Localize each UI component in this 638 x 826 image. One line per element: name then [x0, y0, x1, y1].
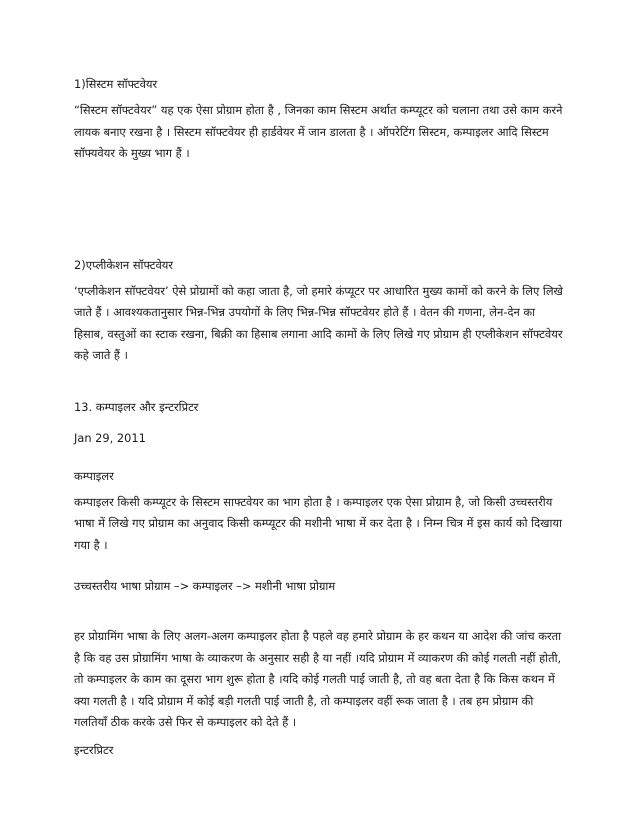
section-heading-system-software: 1)सिस्टम सॉफ्टवेयर — [74, 77, 158, 91]
paragraph-application-software: ‘एप्लीकेशन सॉफ्टवेयर’ ऐसे प्रोग्रामों को कहा जाता है, जो हमारे कंप्यूटर पर आधारित मुख्य कामों को करने के लिए लिखे जाते हैं । आवश्यकतानुसार भिन्न-भिन्न उपयोगों के लिए भिन्न-भिन्न सॉफ्टवेयर होते हैं । वेतन की गणना, लेन-देन का हिसाब, वस्तुओं का स्टाक रखना, बिक्री का हिसाब लगाना आदि कामों के लिए लिखे गए प्रोग्राम ही एप्लीकेशन सॉफ्टवेयर कहे जाते हैं । — [74, 283, 563, 362]
compiler-heading: कम्पाइलर — [74, 468, 114, 483]
post-title: 13. कम्पाइलर और इन्टरप्रिटर — [74, 399, 199, 414]
paragraph-compiler-definition: कम्पाइलर किसी कम्प्यूटर के सिस्टम साफ्टवेयर का भाग होता है । कम्पाइलर एक ऐसा प्रोग्राम है, जो किसी उच्चस्तरीय भाषा में लिखे गए प्रोग्राम का अनुवाद किसी कम्प्यूटर की मशीनी भाषा में कर देता है । निम्न चित्र में इस कार्य को दिखाया गया है । — [74, 494, 562, 552]
compiler-flow-line: उच्चस्तरीय भाषा प्रोग्राम –> कम्पाइलर –> मशीनी भाषा प्रोग्राम — [74, 579, 336, 593]
interpreter-heading: इन्टरप्रिटर — [74, 742, 114, 757]
section-heading-application-software: 2)एप्लीकेशन सॉफ्टवेयर — [74, 257, 174, 272]
paragraph-compiler-detail: हर प्रोग्रामिंग भाषा के लिए अलग-अलग कम्पाइलर होता है पहले वह हमारे प्रोग्राम के हर कथन या आदेश की जांच करता है कि वह उस प्रोग्रामिंग भाषा के व्याकरण के अनुसार सही है या नहीं ।यदि प्रोग्राम में व्याकरण की कोई गलती नहीं होती, तो कम्पाइलर के काम का दूसरा भाग शुरू होता है ।यदि कोई गलती पाई जाती है, तो वह बता देता है कि किस कथन में क्या गलती है । यदि प्रोग्राम में कोई बड़ी गलती पाई जाती है, तो कम्पाइलर वहीं रूक जाता है । तब हम प्रोग्राम की गलतियाँ ठीक करके उसे फिर से कम्पाइलर को देते हैं । — [74, 629, 562, 729]
post-date: Jan 29, 2011 — [74, 430, 146, 445]
paragraph-system-software: “सिस्टम सॉफ्टवेयर” यह एक ऐसा प्रोग्राम होता है , जिनका काम सिस्टम अर्थात कम्प्यूटर को चलाना तथा उसे काम करने लायक बनाए रखना है । सिस्टम सॉफ्टवेयर ही हार्डवेयर में जान डालता है । ऑपरेटिंग सिस्टम, कम्पाइलर आदि सिस्टम सॉफ्यवेयर के मुख्य भाग हैं । — [74, 103, 563, 160]
